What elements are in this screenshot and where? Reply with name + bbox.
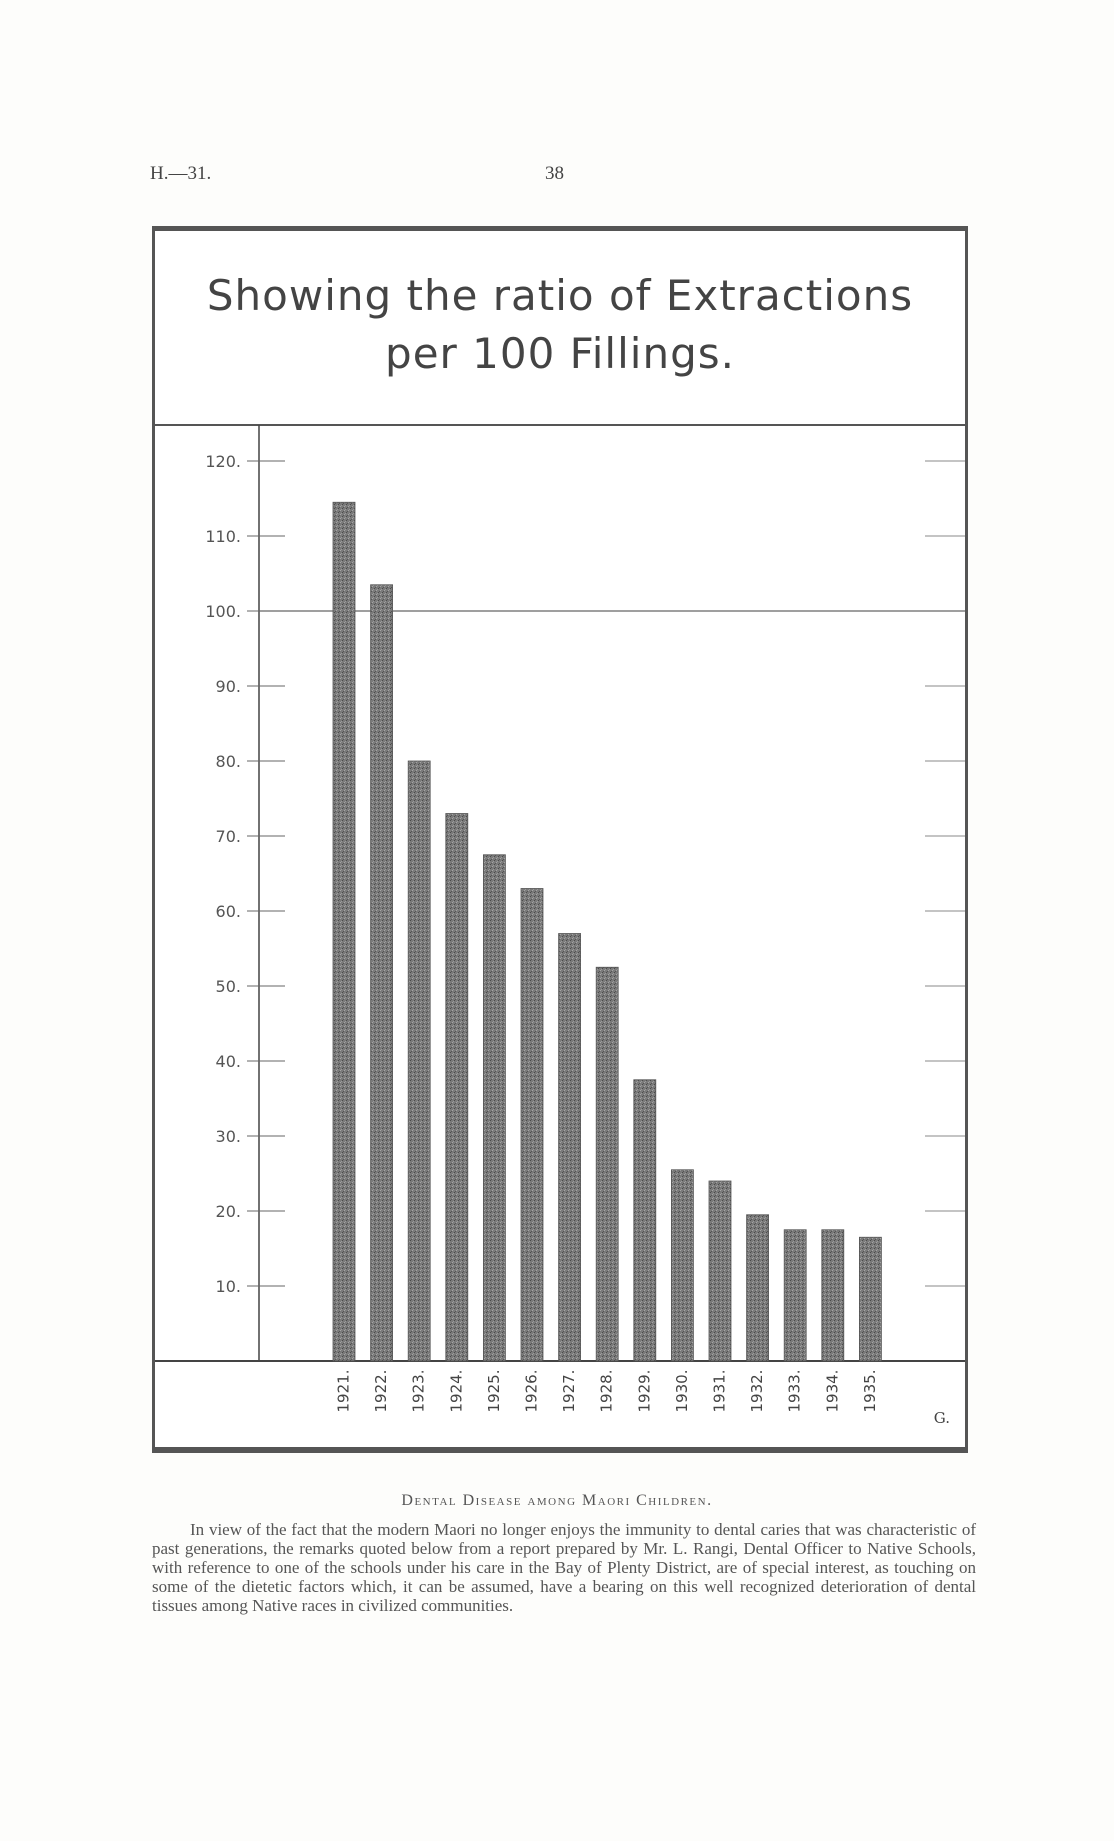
x-tick-label: 1924. bbox=[447, 1369, 466, 1413]
x-tick-label: 1928. bbox=[597, 1369, 616, 1413]
x-tick-label: 1926. bbox=[522, 1369, 541, 1413]
y-tick-label: 80. bbox=[215, 752, 241, 771]
x-tick-label: 1930. bbox=[672, 1369, 691, 1413]
y-tick-label: 110. bbox=[205, 527, 241, 546]
y-tick-label: 40. bbox=[215, 1052, 241, 1071]
x-tick-label: 1932. bbox=[748, 1369, 767, 1413]
bar-1923 bbox=[408, 761, 430, 1361]
bar-1933 bbox=[784, 1230, 806, 1361]
y-tick-label: 100. bbox=[205, 602, 241, 621]
bar-1926 bbox=[521, 889, 543, 1362]
x-tick-label: 1927. bbox=[560, 1369, 579, 1413]
chart-title-line-2: per 100 Fillings. bbox=[385, 329, 735, 378]
y-tick-label: 120. bbox=[205, 452, 241, 471]
bar-1929 bbox=[634, 1080, 656, 1361]
bar-1922 bbox=[371, 585, 393, 1361]
x-tick-label: 1921. bbox=[334, 1369, 353, 1413]
x-tick-label: 1935. bbox=[860, 1369, 879, 1413]
signature-mark: G. bbox=[933, 1409, 950, 1427]
x-tick-label: 1934. bbox=[823, 1369, 842, 1413]
x-tick-label: 1923. bbox=[409, 1369, 428, 1413]
x-tick-label: 1925. bbox=[484, 1369, 503, 1413]
document-reference: H.—31. bbox=[150, 163, 212, 184]
bar-1935 bbox=[859, 1237, 881, 1361]
chart-frame bbox=[152, 226, 968, 1453]
x-tick-label: 1933. bbox=[785, 1369, 804, 1413]
bar-1924 bbox=[446, 814, 468, 1362]
bar-1928 bbox=[596, 967, 618, 1361]
section-caption: Dental Disease among Maori Children. bbox=[401, 1492, 713, 1509]
bar-1925 bbox=[483, 855, 505, 1361]
y-tick-label: 10. bbox=[215, 1277, 241, 1296]
bar-1934 bbox=[822, 1230, 844, 1361]
body-paragraph: In view of the fact that the modern Maori no longer enjoys the immunity to dental caries that was characteristic of past generations, the remarks quoted below from a report prepared by Mr. L. Rangi, Dental Officer to Native Schools, with reference to one of the schools under his care in the Bay of Plenty District, are of special interest, as touching on some of the dietetic factors which, it can be assumed, have a bearing on this well recognized deterioration of dental tissues among Native races in civilized communities. bbox=[152, 1520, 976, 1615]
chart-title bbox=[155, 267, 965, 383]
y-tick-label: 50. bbox=[215, 977, 241, 996]
x-tick-label: 1922. bbox=[372, 1369, 391, 1413]
bar-1932 bbox=[747, 1215, 769, 1361]
y-tick-label: 70. bbox=[215, 827, 241, 846]
x-tick-label: 1929. bbox=[635, 1369, 654, 1413]
x-tick-label: 1931. bbox=[710, 1369, 729, 1413]
bar-chart bbox=[155, 231, 965, 1447]
bar-1930 bbox=[671, 1170, 693, 1361]
bar-1931 bbox=[709, 1181, 731, 1361]
y-tick-label: 90. bbox=[215, 677, 241, 696]
y-tick-label: 20. bbox=[215, 1202, 241, 1221]
y-tick-label: 30. bbox=[215, 1127, 241, 1146]
bar-1921 bbox=[333, 502, 355, 1361]
y-tick-label: 60. bbox=[215, 902, 241, 921]
page-number: 38 bbox=[545, 163, 564, 184]
bar-1927 bbox=[559, 934, 581, 1362]
chart-title-line-1: Showing the ratio of Extractions bbox=[206, 271, 914, 320]
